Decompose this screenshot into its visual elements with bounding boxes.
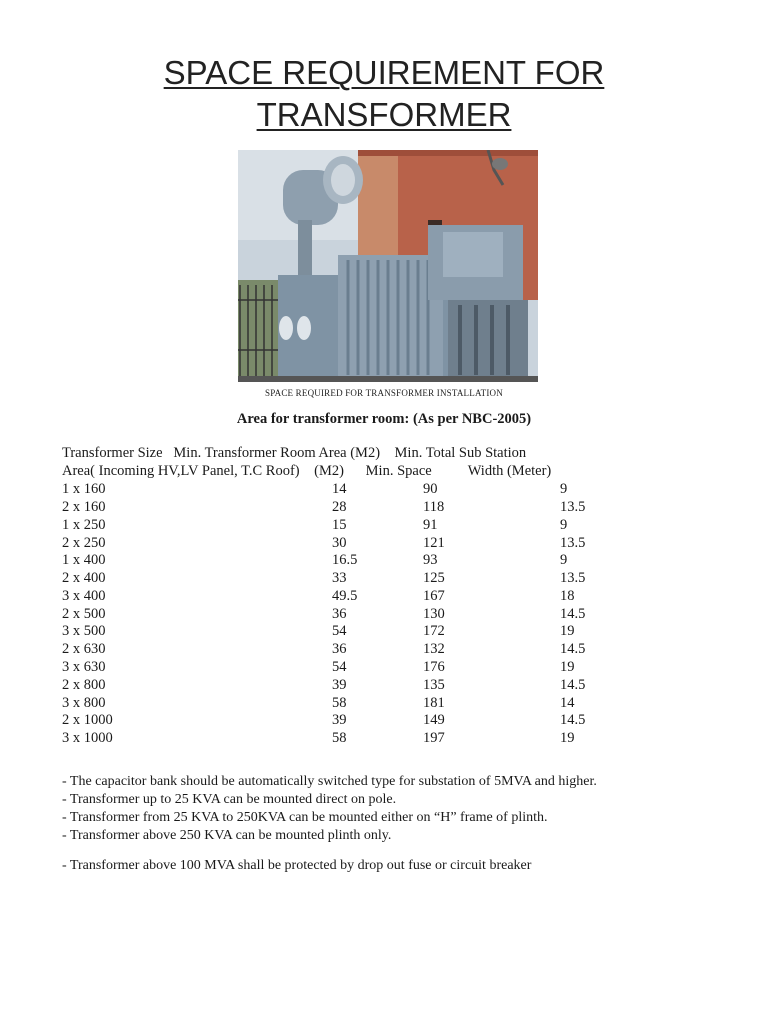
transformer-size: 2 x 800 (62, 677, 106, 693)
note-h-frame: - Transformer from 25 KVA to 250KVA can be mounted either on “H” frame of plinth. (62, 810, 548, 825)
note-pole-mount: - Transformer up to 25 KVA can be mounted direct on pole. (62, 792, 397, 807)
width: 19 (560, 659, 575, 675)
min-space: 172 (423, 623, 445, 639)
transformer-size: 3 x 800 (62, 695, 106, 711)
width: 14 (560, 695, 575, 711)
table-row (0, 677, 768, 695)
width: 14.5 (560, 641, 586, 657)
room-area: 58 (332, 695, 347, 711)
width: 9 (560, 481, 568, 497)
width: 19 (560, 623, 575, 639)
room-area: 58 (332, 730, 347, 746)
min-space: 125 (423, 570, 445, 586)
table-row (0, 481, 768, 499)
title-line-2: TRANSFORMER (256, 96, 512, 133)
min-space: 118 (423, 499, 445, 515)
transformer-size: 2 x 160 (62, 499, 106, 515)
photo-caption: SPACE REQUIRED FOR TRANSFORMER INSTALLATION (265, 388, 503, 398)
width: 13.5 (560, 570, 586, 586)
transformer-size: 3 x 500 (62, 623, 106, 639)
width: 14.5 (560, 712, 586, 728)
table-row (0, 570, 768, 588)
min-space: 90 (423, 481, 438, 497)
table-row (0, 623, 768, 641)
min-space: 132 (423, 641, 445, 657)
room-area: 28 (332, 499, 347, 515)
table-row (0, 588, 768, 606)
table-row (0, 695, 768, 713)
width: 9 (560, 552, 568, 568)
transformer-photo (238, 150, 538, 382)
transformer-size: 3 x 400 (62, 588, 106, 604)
room-area: 54 (332, 623, 347, 639)
transformer-size: 2 x 1000 (62, 712, 113, 728)
table-row (0, 517, 768, 535)
room-area: 33 (332, 570, 347, 586)
table-row (0, 535, 768, 553)
transformer-size: 3 x 630 (62, 659, 106, 675)
min-space: 91 (423, 517, 438, 533)
min-space: 135 (423, 677, 445, 693)
room-area: 39 (332, 712, 347, 728)
transformer-size: 3 x 1000 (62, 730, 113, 746)
table-row (0, 606, 768, 624)
room-area: 49.5 (332, 588, 358, 604)
min-space: 197 (423, 730, 445, 746)
note-plinth-only: - Transformer above 250 KVA can be mounted plinth only. (62, 828, 392, 843)
table-row (0, 641, 768, 659)
transformer-size: 1 x 250 (62, 517, 106, 533)
transformer-size: 2 x 250 (62, 535, 106, 551)
width: 18 (560, 588, 575, 604)
room-area: 30 (332, 535, 347, 551)
room-area: 15 (332, 517, 347, 533)
transformer-size: 2 x 630 (62, 641, 106, 657)
min-space: 149 (423, 712, 445, 728)
room-area: 36 (332, 606, 347, 622)
min-space: 121 (423, 535, 445, 551)
transformer-size: 1 x 400 (62, 552, 106, 568)
width: 19 (560, 730, 575, 746)
width: 14.5 (560, 606, 586, 622)
table-row (0, 659, 768, 677)
width: 13.5 (560, 535, 586, 551)
table-header-line-2: Area( Incoming HV,LV Panel, T.C Roof) (M2) Min. Space Width (Meter) (62, 463, 552, 479)
title-line-1: SPACE REQUIREMENT FOR (163, 54, 605, 91)
width: 9 (560, 517, 568, 533)
section-heading: Area for transformer room: (As per NBC-2005) (236, 411, 532, 427)
transformer-size: 1 x 160 (62, 481, 106, 497)
min-space: 130 (423, 606, 445, 622)
room-area: 54 (332, 659, 347, 675)
min-space: 93 (423, 552, 438, 568)
note-capacitor-bank: - The capacitor bank should be automatically switched type for substation of 5MVA and higher. (62, 774, 597, 789)
table-row (0, 712, 768, 730)
room-area: 36 (332, 641, 347, 657)
note-protection: - Transformer above 100 MVA shall be protected by drop out fuse or circuit breaker (62, 858, 532, 873)
room-area: 14 (332, 481, 347, 497)
transformer-size: 2 x 400 (62, 570, 106, 586)
width: 13.5 (560, 499, 586, 515)
room-area: 39 (332, 677, 347, 693)
page-title (0, 52, 768, 136)
min-space: 176 (423, 659, 445, 675)
room-area: 16.5 (332, 552, 358, 568)
table-row (0, 552, 768, 570)
width: 14.5 (560, 677, 586, 693)
transformer-size: 2 x 500 (62, 606, 106, 622)
table-row (0, 730, 768, 748)
table-row (0, 499, 768, 517)
table-header-line-1: Transformer Size Min. Transformer Room Area (M2) Min. Total Sub Station (62, 445, 527, 461)
min-space: 167 (423, 588, 445, 604)
min-space: 181 (423, 695, 445, 711)
